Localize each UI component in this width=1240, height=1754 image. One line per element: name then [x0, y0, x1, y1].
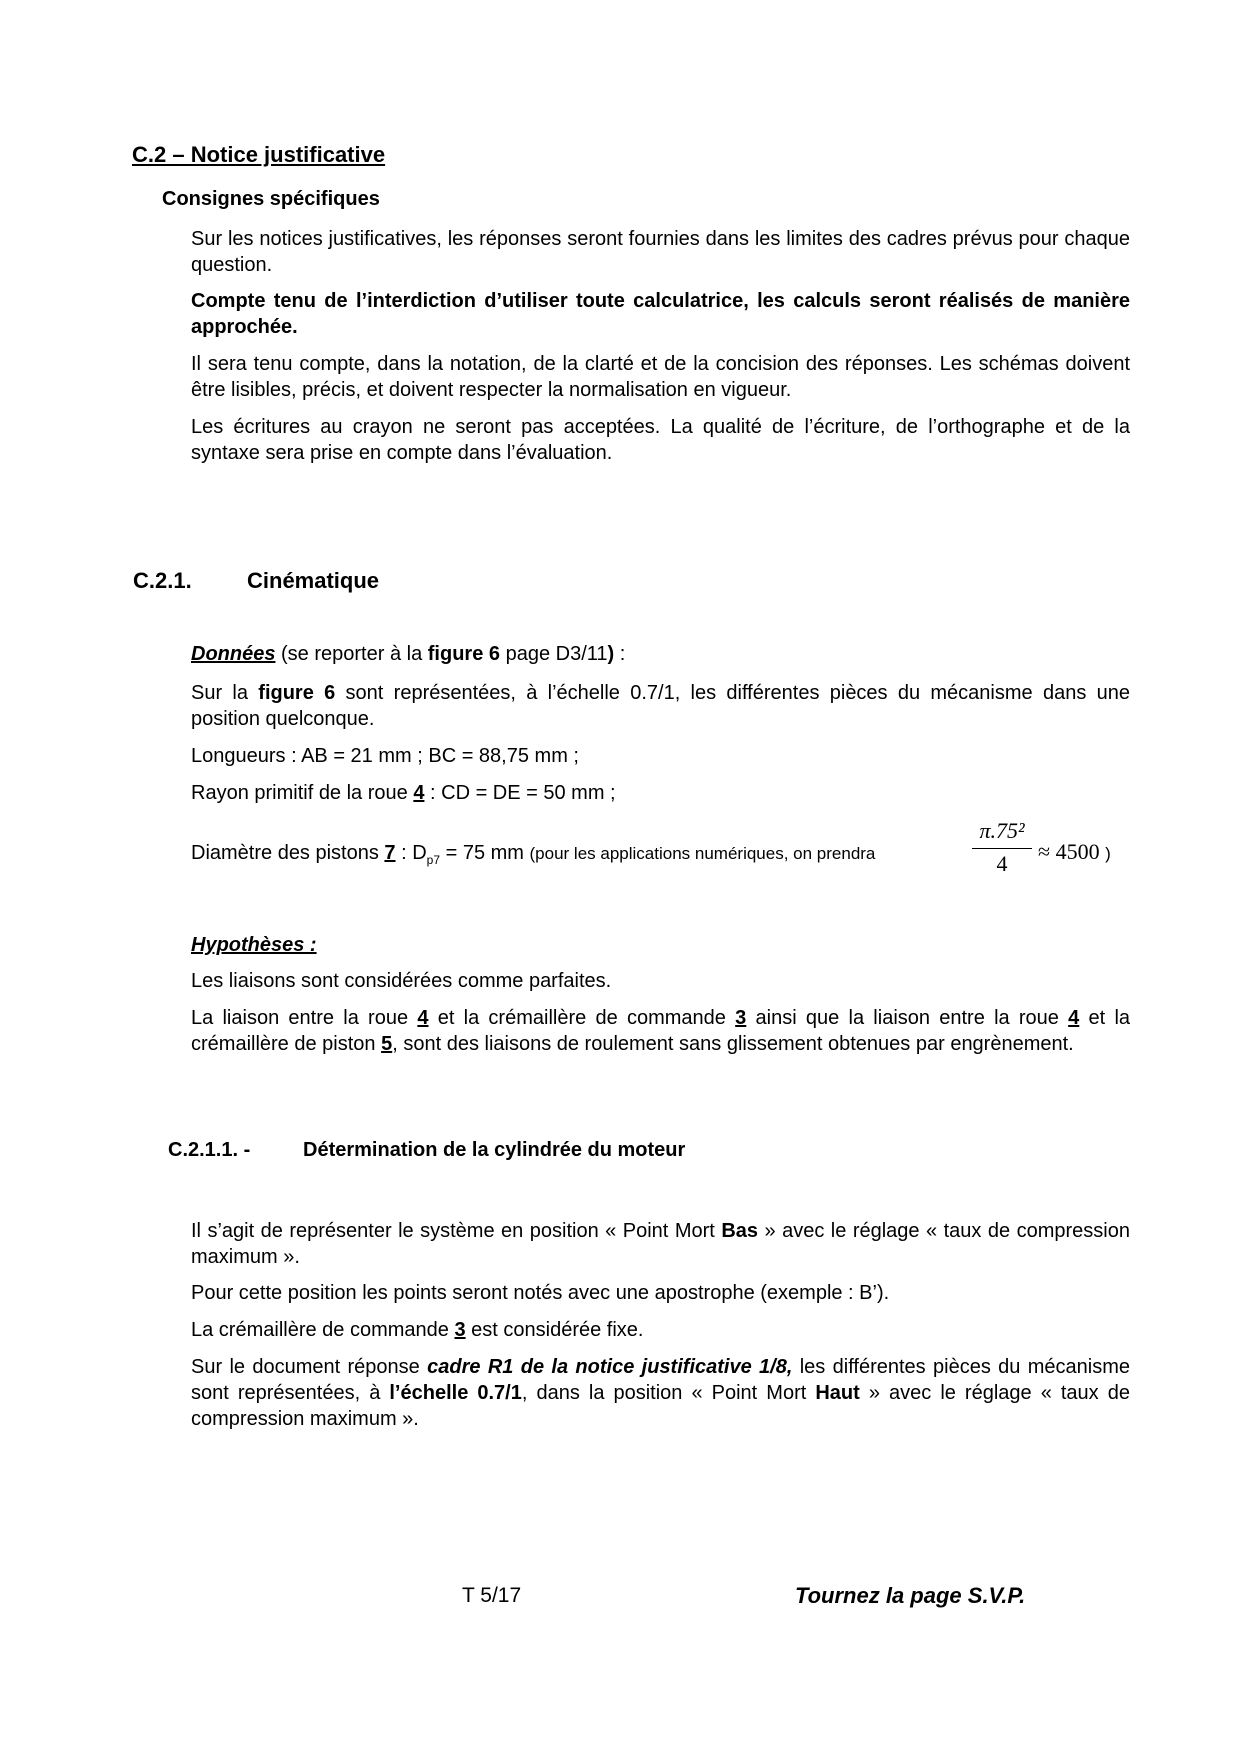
c211-p4-text-c: les différentes pièces du mécanisme sont représentées, à: [191, 1356, 1130, 1404]
consignes-paragraph-1: Sur les notices justificatives, les réponses seront fournies dans les limites des cadres prévus pour chaque question.: [191, 228, 1130, 276]
donnees-label: Données: [191, 643, 276, 665]
consignes-paragraph-4: Les écritures au crayon ne seront pas acceptées. La qualité de l’écriture, de l’orthographe et de la syntaxe sera prise en compte dans l’évaluation.: [191, 416, 1130, 464]
diametre-subscript: p7: [426, 853, 441, 867]
figure-text-c: sont représentées, à l’échelle 0.7/1, les différentes pièces du mécanisme dans une position quelconque.: [191, 682, 1130, 730]
consignes-heading: Consignes spécifiques: [162, 188, 380, 210]
diametre-note: (pour les applications numériques, on prendra: [529, 844, 876, 863]
donnees-figure-ref: figure 6: [427, 643, 501, 665]
hyp-text-c: ainsi que la liaison entre la roue: [746, 1007, 1069, 1029]
c211-p4-haut: Haut: [815, 1382, 860, 1404]
diametre-line: [191, 840, 875, 873]
c211-paragraph-3: [191, 1317, 1130, 1343]
hyp-part-3: 3: [735, 1007, 747, 1029]
rayon-part-number: 4: [413, 782, 425, 804]
diametre-text-c: = 75 mm: [440, 842, 524, 864]
c211-p4-cadre: cadre R1 de la notice justificative 1/8,: [427, 1356, 793, 1378]
c211-p1-text-c: » avec le réglage « taux de compression maximum ».: [191, 1220, 1130, 1268]
rayon-text-b: : CD = DE = 50 mm ;: [424, 782, 616, 804]
c211-p4-text-g: » avec le réglage « taux de compression maximum ».: [191, 1382, 1130, 1430]
c211-p3-part-3: 3: [454, 1319, 466, 1341]
diametre-text-b: : D: [395, 842, 427, 864]
diametre-close: ): [1105, 844, 1111, 863]
donnees-text-b: page D3/11: [500, 643, 608, 665]
c211-p3-text-a: La crémaillère de commande: [191, 1319, 455, 1341]
consignes-paragraph-3: Il sera tenu compte, dans la notation, de la clarté et de la concision des réponses. Les schémas doivent être lisibles, précis, et doivent respecter la normalisation en vigueur.: [191, 353, 1130, 401]
c211-p4-text-a: Sur le document réponse: [191, 1356, 428, 1378]
hypotheses-label: Hypothèses :: [191, 934, 317, 956]
figure-paragraph: [191, 680, 1130, 732]
figure-ref: figure 6: [258, 682, 336, 704]
consignes-paragraph-2: Compte tenu de l’interdiction d’utiliser toute calculatrice, les calculs seront réalisés de manière approchée.: [191, 290, 1130, 338]
donnees-paren: ): [607, 643, 615, 665]
hyp-part-4a: 4: [417, 1007, 429, 1029]
fraction-bar: [972, 848, 1032, 849]
diametre-part-number: 7: [384, 842, 396, 864]
hyp-part-5: 5: [381, 1033, 393, 1055]
donnees-colon: :: [614, 643, 626, 665]
hyp-text-a: La liaison entre la roue: [191, 1007, 418, 1029]
hyp-part-4b: 4: [1068, 1007, 1080, 1029]
fraction-result: ≈ 4500: [1038, 839, 1100, 864]
c211-number: C.2.1.1. -: [168, 1139, 251, 1161]
pi-fraction: [972, 818, 1032, 880]
c211-title: Détermination de la cylindrée du moteur: [303, 1139, 686, 1161]
hypotheses-paragraph-2: [191, 1005, 1130, 1057]
c211-p1-bas: Bas: [721, 1220, 759, 1242]
c211-paragraph-2: Pour cette position les points seront notés avec une apostrophe (exemple : B’).: [191, 1282, 890, 1304]
fraction-result-line: [1038, 838, 1111, 868]
c21-title: Cinématique: [247, 568, 380, 593]
c211-p4-echelle: l’échelle 0.7/1: [389, 1382, 522, 1404]
donnees-line: [191, 641, 1130, 667]
turn-page-note: Tournez la page S.V.P.: [795, 1583, 1026, 1608]
c211-p1-text-a: Il s’agit de représenter le système en position « Point Mort: [191, 1220, 722, 1242]
section-title: C.2 – Notice justificative: [132, 142, 386, 167]
figure-text-a: Sur la: [191, 682, 259, 704]
c211-paragraph-1: [191, 1218, 1130, 1270]
rayon-text-a: Rayon primitif de la roue: [191, 782, 414, 804]
page-number: T 5/17: [462, 1584, 522, 1607]
fraction-denominator: 4: [996, 851, 1008, 876]
hypotheses-paragraph-1: Les liaisons sont considérées comme parfaites.: [191, 970, 612, 992]
c211-paragraph-4: [191, 1354, 1130, 1432]
rayon-line: [191, 780, 1130, 806]
hyp-text-b: et la crémaillère de commande: [428, 1007, 736, 1029]
longueurs-line: Longueurs : AB = 21 mm ; BC = 88,75 mm ;: [191, 745, 579, 767]
hyp-text-d: et la crémaillère de piston: [191, 1007, 1131, 1055]
hyp-text-e: , sont des liaisons de roulement sans glissement obtenues par engrènement.: [392, 1033, 1074, 1055]
diametre-text-a: Diamètre des pistons: [191, 842, 385, 864]
c21-number: C.2.1.: [133, 568, 192, 593]
donnees-text-a: (se reporter à la: [275, 643, 428, 665]
c211-p4-text-e: , dans la position « Point Mort: [521, 1382, 816, 1404]
fraction-numerator: π.75²: [979, 818, 1025, 843]
c211-p3-text-b: est considérée fixe.: [465, 1319, 644, 1341]
